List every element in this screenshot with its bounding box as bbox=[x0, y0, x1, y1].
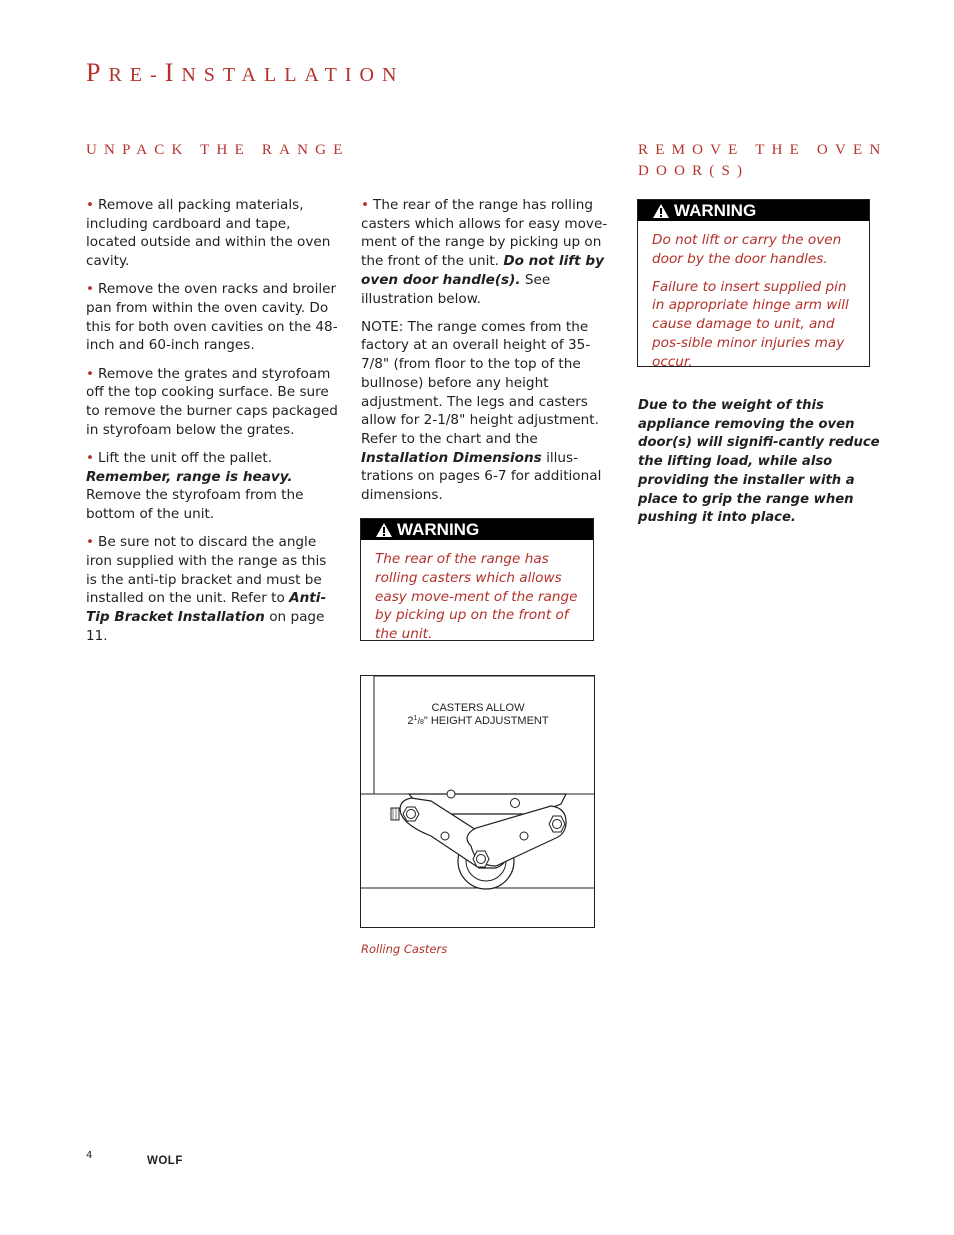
title-initial-p: P bbox=[86, 58, 109, 87]
bullet-icon: • bbox=[86, 281, 95, 298]
list-item-text: Remove the grates and styrofoam off the top cooking surface. Be sure to remove the burner caps packaged in styrofoam below the grates. bbox=[86, 365, 338, 438]
title-part-2: NSTALLATION bbox=[181, 64, 405, 86]
height-note bbox=[361, 318, 611, 505]
bullet-icon: • bbox=[86, 449, 95, 466]
caster-illustration bbox=[361, 676, 594, 927]
list-item-text: on page 11. bbox=[86, 609, 325, 644]
note-text: NOTE: The range comes from the factory at an overall height of 35-7/8" (from floor to the top of the bullnose) before any height adjustment. The legs and casters allow for 2-1/8" height adjustment. Refer to the chart and the bbox=[361, 318, 599, 447]
section-reference: Anti-Tip Bracket Installation bbox=[86, 590, 327, 626]
title-part-1: RE- bbox=[108, 64, 165, 86]
list-item-text: The rear of the range has rolling casters which allows for easy move-ment of the range by picking up on the front of the unit. bbox=[361, 197, 608, 270]
figure-label-line1: CASTERS ALLOW bbox=[431, 702, 525, 714]
warning-text: Do not lift or carry the oven door by the door handles. bbox=[652, 232, 842, 267]
emphasis-text: Do not lift by oven door handle(s). bbox=[361, 253, 604, 288]
list-item bbox=[86, 533, 341, 645]
weight-note: Due to the weight of this appliance removing the oven door(s) will signifi-cantly reduce the lifting load, while also providing the installer with a place to grip the range when pushing it into place. bbox=[638, 398, 880, 526]
warning-triangle-icon bbox=[652, 203, 670, 219]
list-item-text: Remove all packing materials, including cardboard and tape, located outside and within the oven cavity. bbox=[86, 197, 331, 270]
figure-label-rest: " HEIGHT ADJUSTMENT bbox=[423, 715, 549, 727]
list-item-text: Be sure not to discard the angle iron supplied with the range as this is the anti-tip bracket and must be installed on the unit. Refer to bbox=[86, 534, 327, 607]
warning-header bbox=[361, 519, 593, 540]
fraction-whole: 2 bbox=[407, 715, 414, 727]
page-number: 4 bbox=[86, 1150, 93, 1161]
bullet-icon: • bbox=[361, 197, 370, 213]
remove-door-heading-line2: DOOR(S) bbox=[638, 163, 750, 179]
list-item bbox=[86, 196, 341, 271]
section-reference: Installation Dimensions bbox=[361, 449, 542, 466]
warning-triangle-icon bbox=[375, 522, 393, 538]
warning-box-casters bbox=[360, 518, 594, 641]
list-item-text: Lift the unit off the pallet. bbox=[98, 449, 273, 466]
list-item-text: Remove the styrofoam from the bottom of the unit. bbox=[86, 487, 304, 523]
emphasis-text: Remember, range is heavy. bbox=[86, 468, 293, 485]
list-item-text: See illustration below. bbox=[361, 271, 551, 307]
note-text: illus-trations on pages 6-7 for additional dimensions. bbox=[361, 449, 602, 504]
fraction-denominator: 8 bbox=[419, 719, 424, 726]
page-title bbox=[86, 58, 404, 88]
warning-body bbox=[638, 221, 869, 391]
fraction-numerator: 1 bbox=[413, 715, 418, 722]
warning-label: WARNING bbox=[674, 201, 757, 220]
warning-text: The rear of the range has rolling casters which allows easy move-ment of the range by picking up on the front of the unit. bbox=[375, 551, 578, 643]
logo-text: WOLF bbox=[147, 1155, 183, 1166]
figure-caption: Rolling Casters bbox=[361, 942, 448, 956]
warning-body bbox=[361, 540, 593, 663]
rolling-casters-figure bbox=[360, 675, 595, 928]
list-item bbox=[361, 196, 611, 308]
figure-label-line2: $2^1_/8$" HEIGHT ADJUSTMENT bbox=[407, 715, 549, 727]
list-item bbox=[86, 280, 341, 355]
list-item bbox=[86, 449, 341, 524]
wolf-logo-icon bbox=[147, 1154, 199, 1166]
list-item bbox=[86, 365, 341, 440]
warning-label: WARNING bbox=[397, 520, 480, 539]
warning-box-door bbox=[637, 199, 870, 370]
bullet-icon: • bbox=[86, 534, 95, 551]
warning-header bbox=[638, 200, 869, 221]
wolf-logo bbox=[147, 1151, 199, 1170]
unpack-instructions bbox=[86, 196, 341, 655]
remove-door-heading-line1: REMOVE THE OVEN bbox=[638, 142, 888, 158]
list-item-text: Remove the oven racks and broiler pan from within the oven cavity. Do this for both oven cavities on the 48-inch and 60-inch ranges. bbox=[86, 281, 338, 354]
bullet-icon: • bbox=[86, 365, 95, 382]
title-initial-i: I bbox=[164, 58, 182, 87]
warning-text: Failure to insert supplied pin in appropriate hinge arm will cause damage to unit, and pos-sible minor injuries may occur. bbox=[652, 278, 849, 370]
caster-instructions bbox=[361, 196, 611, 514]
unpack-heading: UNPACK THE RANGE bbox=[86, 142, 350, 158]
remove-door-heading bbox=[638, 140, 887, 182]
bullet-icon: • bbox=[86, 197, 95, 213]
